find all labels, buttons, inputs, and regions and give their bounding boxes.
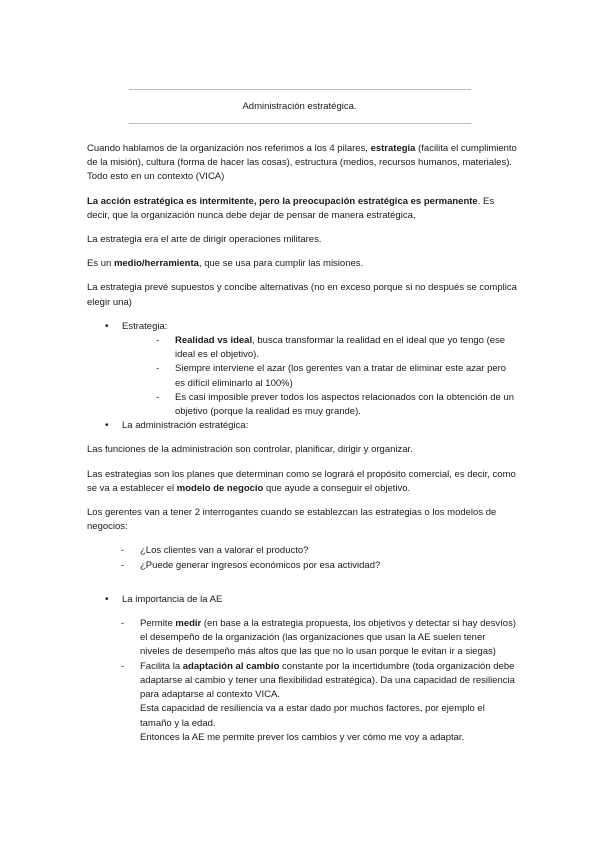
paragraph-managers: Los gerentes van a tener 2 interrogantes cuando se establezcan las estrategias o los modelos de negocios: — [87, 507, 497, 533]
question-list — [87, 544, 517, 572]
paragraph-pillars — [87, 142, 517, 185]
bullet-list-importance — [87, 593, 517, 745]
title-bottom-rule — [129, 123, 471, 124]
dash-item — [87, 660, 517, 745]
bold-run: modelo de negocio — [176, 482, 264, 494]
bullet-list-strategy — [87, 320, 517, 434]
title-top-rule — [129, 89, 471, 90]
text-run: que ayude a conseguir el objetivo. — [263, 482, 411, 494]
dash-item — [122, 334, 517, 362]
bold-run: adaptación al cambio — [182, 660, 280, 672]
bullet-item-strategy — [87, 320, 517, 419]
dash-list — [87, 617, 517, 745]
text-run: . Es decir, que la organización nunca debe dejar de pensar de manera estratégica, — [87, 195, 495, 221]
paragraph-tool — [87, 257, 517, 271]
dash-list — [122, 334, 517, 419]
paragraph-alternatives: La estrategia prevé supuestos y concibe alternativas (no en exceso porque si no después se complica elegir una) — [87, 282, 517, 308]
dash-item: - Es casi imposible prever todos los aspectos relacionados con la obtención de un objetivo (porque la realidad es muy grande). — [122, 391, 517, 419]
text-run: Facilita la — [140, 660, 183, 672]
bullet-label: La importancia de la AE — [122, 593, 223, 605]
bullet-item-importance — [87, 593, 517, 745]
bold-run: medio/herramienta — [113, 258, 199, 270]
spacer — [122, 607, 517, 617]
paragraph-business-model — [87, 468, 517, 496]
text-run: , busca transformar la realidad en el ideal que yo tengo (ese ideal es el objetivo). — [175, 335, 506, 361]
question-item: - ¿Los clientes van a valorar el producto? — [87, 544, 517, 558]
bold-run: La acción estratégica es intermitente, pero la preocupación estratégica es permanente — [87, 195, 478, 207]
bold-run: estrategia — [370, 143, 416, 154]
paragraph-military: La estrategia era el arte de dirigir operaciones militares. — [87, 234, 322, 246]
paragraph-strategic-action — [87, 195, 517, 223]
bullet-item-administration — [87, 419, 517, 433]
text-run: Es un — [87, 258, 114, 270]
bold-run: medir — [175, 618, 202, 630]
text-run: Permite — [140, 618, 176, 630]
text-run: Esta capacidad de resiliencia va a estar dado por muchos factores, por ejemplo el tamaño y la edad. — [140, 703, 485, 729]
text-run: constante por la incertidumbre (toda organización debe adaptarse al cambio y tener una flexibilidad estratégica). Da una capacidad de resiliencia para adaptarse al contexto VICA. — [140, 660, 515, 701]
bullet-label: Estrategia: — [122, 320, 168, 332]
question-item: - ¿Puede generar ingresos económicos por esa actividad? — [87, 559, 517, 573]
dash-item — [87, 617, 517, 660]
bold-run: Realidad vs ideal — [175, 335, 253, 347]
page-title: Administración estratégica. — [242, 101, 357, 112]
text-run: (en base a la estrategia propuesta, los objetivos y detectar si hay desvíos) el desempeño de la organización (las organizaciones que usan la AE suelen tener niveles de desempeño más altos que las que no lo usan porque le evitan ir a siegas) — [140, 618, 516, 658]
bullet-label: La administración estratégica: — [122, 420, 249, 432]
text-run: (facilita el cumplimiento de la misión), cultura (forma de hacer las cosas), estructura (medios, recursos humanos, materiales). Todo esto en un contexto (VICA) — [87, 143, 517, 183]
text-run: Cuando hablamos de la organización nos referimos a los 4 pilares, — [87, 143, 371, 154]
text-run: Las estrategias son los planes que determinan como se logrará el propósito comercial, es decir, como se va a establecer el — [87, 468, 516, 494]
text-run: , que se usa para cumplir las misiones. — [198, 258, 364, 270]
paragraph-functions: Las funciones de la administración son controlar, planificar, dirigir y organizar. — [87, 444, 413, 456]
text-run: Entonces la AE me permite prever los cambios y ver cómo me voy a adaptar. — [140, 731, 465, 743]
dash-item: - Siempre interviene el azar (los gerentes van a tratar de eliminar este azar pero es difícil eliminarlo al 100%) — [122, 362, 517, 390]
spacer — [87, 583, 517, 593]
document-body — [87, 142, 517, 755]
